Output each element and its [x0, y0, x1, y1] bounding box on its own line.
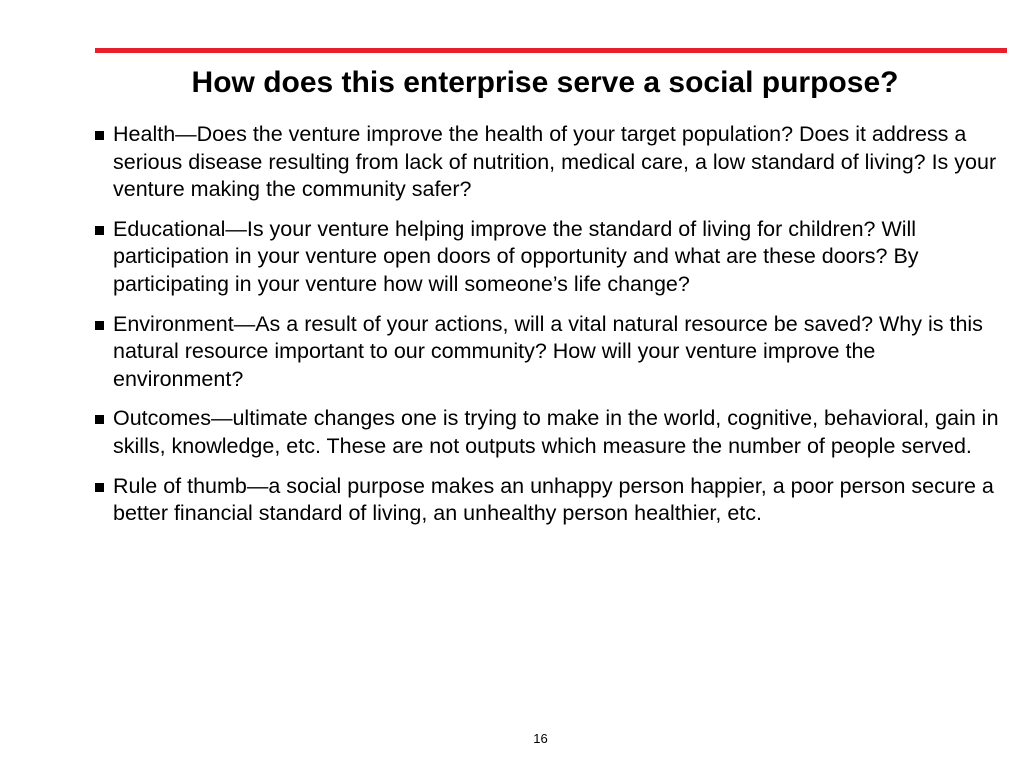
square-bullet-icon	[95, 321, 104, 330]
bullet-list	[95, 121, 1005, 540]
bullet-item-environment	[95, 311, 1005, 394]
bullet-item-health	[95, 121, 1005, 204]
bullet-text: Educational—Is your venture helping improve the standard of living for children? Will participation in your venture open doors of opportunity and what are these doors? By participating in your venture how will someone’s life change?	[113, 216, 919, 296]
bullet-text: Rule of thumb—a social purpose makes an unhappy person happier, a poor person secure a better financial standard of living, an unhealthy person healthier, etc.	[113, 473, 994, 526]
bullet-item-outcomes	[95, 405, 1005, 460]
bullet-text: Health—Does the venture improve the health of your target population? Does it address a serious disease resulting from lack of nutrition, medical care, a low standard of living? Is your venture making the community safer?	[113, 122, 997, 202]
square-bullet-icon	[95, 226, 104, 235]
square-bullet-icon	[95, 483, 104, 492]
bullet-text: Environment—As a result of your actions, will a vital natural resource be saved? Why is this natural resource important to our community? How will your venture improve the environment?	[113, 311, 983, 391]
bullet-item-educational	[95, 216, 1005, 299]
slide-title: How does this enterprise serve a social purpose?	[191, 66, 899, 99]
square-bullet-icon	[95, 131, 104, 140]
title-accent-rule	[95, 48, 1007, 53]
bullet-text: Outcomes—ultimate changes one is trying to make in the world, cognitive, behavioral, gain in skills, knowledge, etc. These are not outputs which measure the number of people served.	[113, 406, 999, 458]
bullet-item-rule-of-thumb	[95, 473, 1005, 528]
square-bullet-icon	[95, 415, 104, 424]
page-number: 16	[533, 731, 548, 746]
